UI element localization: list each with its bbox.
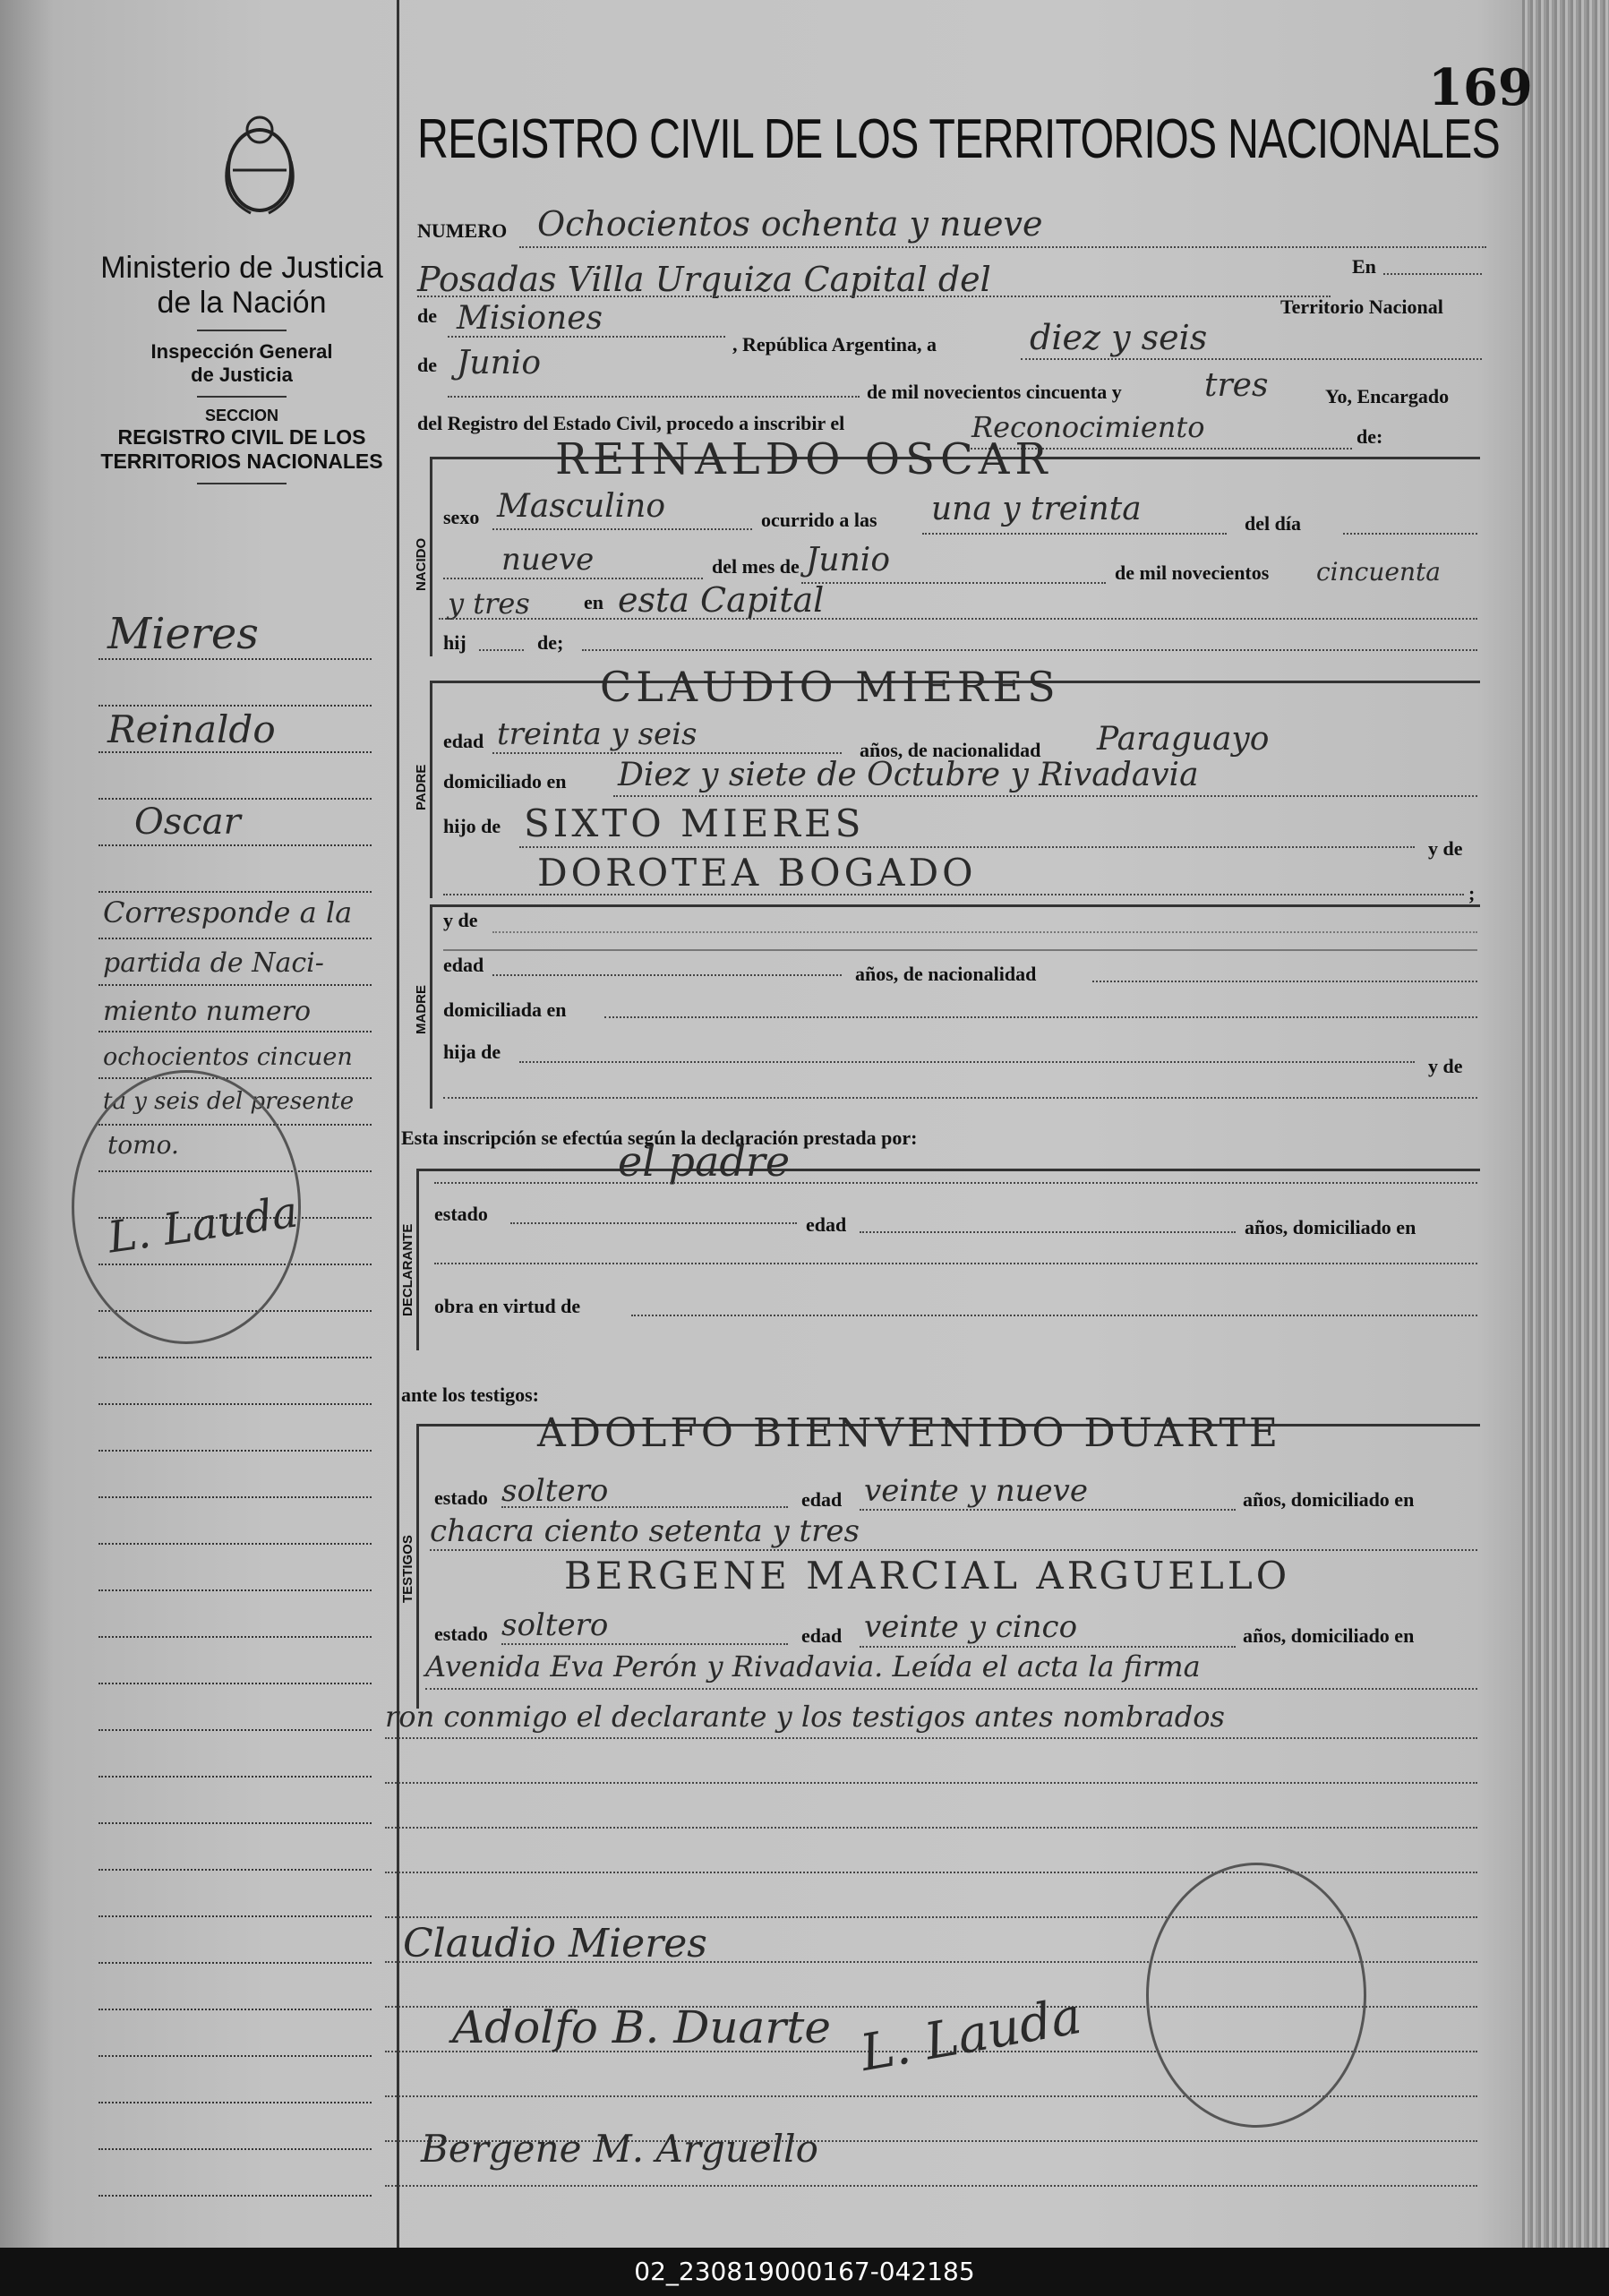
margin-rule [98, 2009, 372, 2010]
registry-seal-stamp [1146, 1863, 1366, 2128]
dotted-line [443, 894, 1464, 895]
testigo1-edad: veinte y nueve [864, 1473, 1088, 1509]
dotted-line [1021, 358, 1482, 360]
margin-rule [98, 1450, 372, 1452]
dotted-line [492, 974, 842, 976]
dotted-line [519, 246, 1486, 248]
dotted-line [434, 1182, 1477, 1184]
dotted-line [492, 752, 842, 754]
margin-rule [98, 798, 372, 800]
padre-madre: DOROTEA BOGADO [537, 851, 977, 895]
dotted-line [1092, 981, 1477, 982]
dotted-line [1383, 273, 1482, 275]
de-label: de [417, 304, 437, 327]
margin-rule [98, 751, 372, 753]
madre-hija-label: hija de [443, 1041, 501, 1063]
margin-rule [98, 1915, 372, 1917]
margin-note-line4: ochocientos cincuen [103, 1043, 353, 1071]
divider-rule [197, 396, 287, 398]
nacido-tag: NACIDO [414, 537, 429, 591]
divider-rule [197, 330, 287, 331]
hij-de-label: de; [537, 631, 564, 654]
mes-label: del mes de [712, 555, 800, 578]
inspection-line2: de Justicia [191, 364, 293, 386]
dotted-line [492, 528, 752, 530]
section-line1: SECCION [204, 407, 278, 424]
margin-note-line1: Corresponde a la [103, 895, 353, 930]
testigo1-edad-label: edad [801, 1488, 843, 1511]
body-rule [385, 1782, 1477, 1784]
padre-tag: PADRE [414, 764, 429, 810]
nacido-name: REINALDO OSCAR [555, 434, 1053, 484]
act-value: Reconocimiento [971, 410, 1205, 444]
madre-edad-label: edad [443, 954, 484, 976]
year-value: tres [1204, 367, 1269, 404]
margin-rule [98, 1729, 372, 1731]
mil2-label: de mil novecientos [1115, 561, 1270, 584]
body-rule [385, 2185, 1477, 2187]
dotted-line [582, 649, 1477, 651]
ministry-line1: Ministerio de Justicia [100, 251, 383, 285]
declarante-estado-label: estado [434, 1203, 488, 1225]
testigo1-estado-label: estado [434, 1486, 488, 1509]
madre-bracket [430, 904, 1480, 1109]
margin-rule [98, 2148, 372, 2150]
margin-rule [98, 1543, 372, 1545]
padre-yde-label: y de [1428, 837, 1463, 860]
dotted-line [448, 396, 860, 398]
testigo2-anos-label: años, domiciliado en [1243, 1624, 1415, 1647]
dotted-line [501, 1506, 788, 1508]
declarante-bracket [416, 1169, 1480, 1350]
section-line2: REGISTRO CIVIL DE LOS [117, 425, 366, 449]
signature-adolfo: Adolfo B. Duarte [452, 2001, 831, 2053]
birth-year: cincuenta [1316, 557, 1441, 587]
dotted-line [604, 1016, 1477, 1018]
testigo1-dom: chacra ciento setenta y tres [430, 1513, 860, 1549]
dotted-line [519, 1061, 1415, 1063]
declarante-value: el padre [618, 1137, 791, 1186]
margin-rule [98, 1822, 372, 1824]
en2-label: en [584, 591, 603, 613]
margin-surname: Mieres [107, 609, 259, 659]
closing-line: ron conmigo el declarante y los testigos antes nombrados [385, 1700, 1225, 1734]
place-value: Posadas Villa Urquiza Capital del [417, 260, 991, 299]
padre-name: CLAUDIO MIERES [600, 663, 1060, 711]
birth-year2: y tres [448, 587, 530, 621]
margin-rule [98, 1636, 372, 1638]
padre-dom-label: domiciliado en [443, 770, 567, 792]
page-edge-stack [1522, 0, 1609, 2248]
margin-rule [98, 1589, 372, 1591]
dotted-line [439, 618, 1477, 620]
declarante-edad-label: edad [806, 1213, 847, 1236]
testigos-intro: ante los testigos: [401, 1384, 539, 1406]
signature-registrar: L. Lauda [856, 1986, 1086, 2084]
margin-rule [98, 2195, 372, 2197]
testigo2-edad-label: edad [801, 1624, 843, 1647]
testigo1-anos-label: años, domiciliado en [1243, 1488, 1415, 1511]
dotted-line [448, 336, 725, 338]
margin-name2: Oscar [134, 801, 241, 843]
padre-semicolon: ; [1468, 882, 1476, 904]
sexo-value: Masculino [497, 488, 666, 525]
testigo2-name: BERGENE MARCIAL ARGUELLO [564, 1554, 1291, 1598]
madre-yde2-label: y de [1428, 1055, 1463, 1077]
dotted-line [443, 1097, 1477, 1099]
padre-anos-label: años, de nacionalidad [860, 739, 1041, 761]
margin-name1: Reinaldo [107, 707, 276, 751]
signature-claudio: Claudio Mieres [403, 1921, 707, 1966]
dotted-line [479, 649, 524, 651]
en-label: En [1352, 255, 1376, 278]
testigo1-name: ADOLFO BIENVENIDO DUARTE [537, 1410, 1281, 1456]
dotted-line [801, 582, 1106, 584]
margin-rule [98, 1403, 372, 1405]
madre-tag: MADRE [414, 985, 429, 1034]
margin-rule [98, 2055, 372, 2057]
coat-of-arms-icon [215, 107, 304, 224]
hij-label: hij [443, 631, 466, 654]
section-line3: TERRITORIOS NACIONALES [100, 450, 383, 473]
margin-note-line3: miento numero [103, 996, 312, 1027]
dotted-line [417, 296, 1331, 297]
de3-label: de: [1357, 425, 1383, 448]
dotted-line [519, 846, 1415, 848]
testigo2-edad: veinte y cinco [864, 1609, 1078, 1645]
madre-anos-label: años, de nacionalidad [855, 963, 1037, 985]
rule-line [443, 949, 1477, 951]
margin-rule [98, 844, 372, 846]
page-title: REGISTRO CIVIL DE LOS TERRITORIOS NACIONALES [417, 108, 1500, 170]
margin-note-line6: tomo. [107, 1130, 179, 1160]
declarante-anos-label: años, domiciliado en [1245, 1216, 1416, 1238]
testigos-tag: TESTIGOS [400, 1535, 415, 1603]
ministry-header [98, 251, 385, 493]
del-dia-label: del día [1245, 512, 1301, 535]
ministry-line2: de la Nación [157, 286, 327, 320]
birth-place: esta Capital [618, 580, 825, 620]
margin-signature: L. Lauda [105, 1187, 302, 1264]
margin-note-line2: partida de Naci- [103, 947, 324, 979]
padre-edad: treinta y seis [497, 716, 698, 752]
archive-footer-label: 02_230819000167-042185 [0, 2248, 1609, 2296]
margin-rule [98, 1683, 372, 1684]
numero-label: NUMERO [417, 219, 508, 242]
madre-dom-label: domiciliada en [443, 998, 567, 1021]
dotted-line [385, 1737, 1477, 1739]
month-value: Junio [457, 345, 541, 381]
margin-rule [98, 1776, 372, 1778]
margin-rule [98, 1496, 372, 1498]
sexo-label: sexo [443, 506, 480, 528]
republica-label: , República Argentina, a [732, 333, 937, 356]
page-number: 169 [1428, 58, 1533, 117]
margin-rule [98, 1357, 372, 1358]
testigo1-estado: soltero [501, 1473, 609, 1509]
dotted-line [510, 1222, 797, 1224]
registro-label: del Registro del Estado Civil, procedo a inscribir el [417, 412, 845, 434]
margin-rule [98, 1869, 372, 1871]
body-rule [385, 1827, 1477, 1829]
dotted-line [501, 1643, 788, 1645]
margin-rule [98, 2102, 372, 2103]
dotted-line [613, 795, 1477, 797]
dotted-line [434, 1263, 1477, 1264]
dotted-line [860, 1231, 1236, 1233]
margin-rule [98, 1962, 372, 1964]
birth-day: nueve [501, 542, 595, 578]
margin-rule [98, 705, 372, 707]
body-rule [385, 1872, 1477, 1873]
padre-nac: Paraguayo [1097, 721, 1270, 758]
day-value: diez y seis [1030, 318, 1208, 357]
testigo2-estado: soltero [501, 1607, 609, 1643]
margin-rule [98, 891, 372, 893]
inspection-line1: Inspección General [150, 340, 333, 363]
padre-hijo-label: hijo de [443, 815, 501, 837]
margin-rule [98, 1077, 372, 1079]
territorio-label: Territorio Nacional [1280, 296, 1443, 318]
declarante-tag: DECLARANTE [400, 1223, 415, 1316]
dotted-line [631, 1315, 1477, 1316]
padre-dom: Diez y siete de Octubre y Rivadavia [618, 757, 1199, 793]
dotted-line [860, 1509, 1236, 1511]
yo-label: Yo, Encargado [1325, 385, 1450, 407]
hour-value: una y treinta [931, 491, 1142, 527]
declarante-obra-label: obra en virtud de [434, 1295, 581, 1317]
margin-note-line5: ta y seis del presente [103, 1088, 355, 1115]
dotted-line [860, 1646, 1236, 1648]
numero-value: Ochocientos ochenta y nueve [537, 204, 1043, 244]
margin-rule [98, 984, 372, 986]
dotted-line [1343, 533, 1477, 535]
de2-label: de [417, 354, 437, 376]
dotted-line [430, 1549, 1477, 1551]
territory-value: Misiones [457, 300, 603, 337]
padre-hijo: SIXTO MIERES [524, 801, 865, 845]
testigo2-dom: Avenida Eva Perón y Rivadavia. Leída el acta la firma [425, 1649, 1201, 1683]
birth-month: Junio [806, 542, 890, 578]
dotted-line [443, 578, 703, 579]
dotted-line [492, 931, 1477, 933]
testigo2-estado-label: estado [434, 1623, 488, 1645]
dotted-line [425, 1688, 1477, 1690]
signature-bergene: Bergene M. Arguello [421, 2127, 818, 2171]
madre-yde-label: y de [443, 909, 478, 931]
padre-edad-label: edad [443, 730, 484, 752]
declarante-intro: Esta inscripción se efectúa según la declaración prestada por: [401, 1127, 918, 1149]
ocurrido-label: ocurrido a las [761, 509, 877, 531]
divider-rule [197, 483, 287, 484]
margin-divider [397, 0, 399, 2248]
margin-rule [98, 938, 372, 939]
mil-label: de mil novecientos cincuenta y [867, 381, 1122, 403]
dotted-line [922, 533, 1227, 535]
margin-rule [98, 1031, 372, 1032]
